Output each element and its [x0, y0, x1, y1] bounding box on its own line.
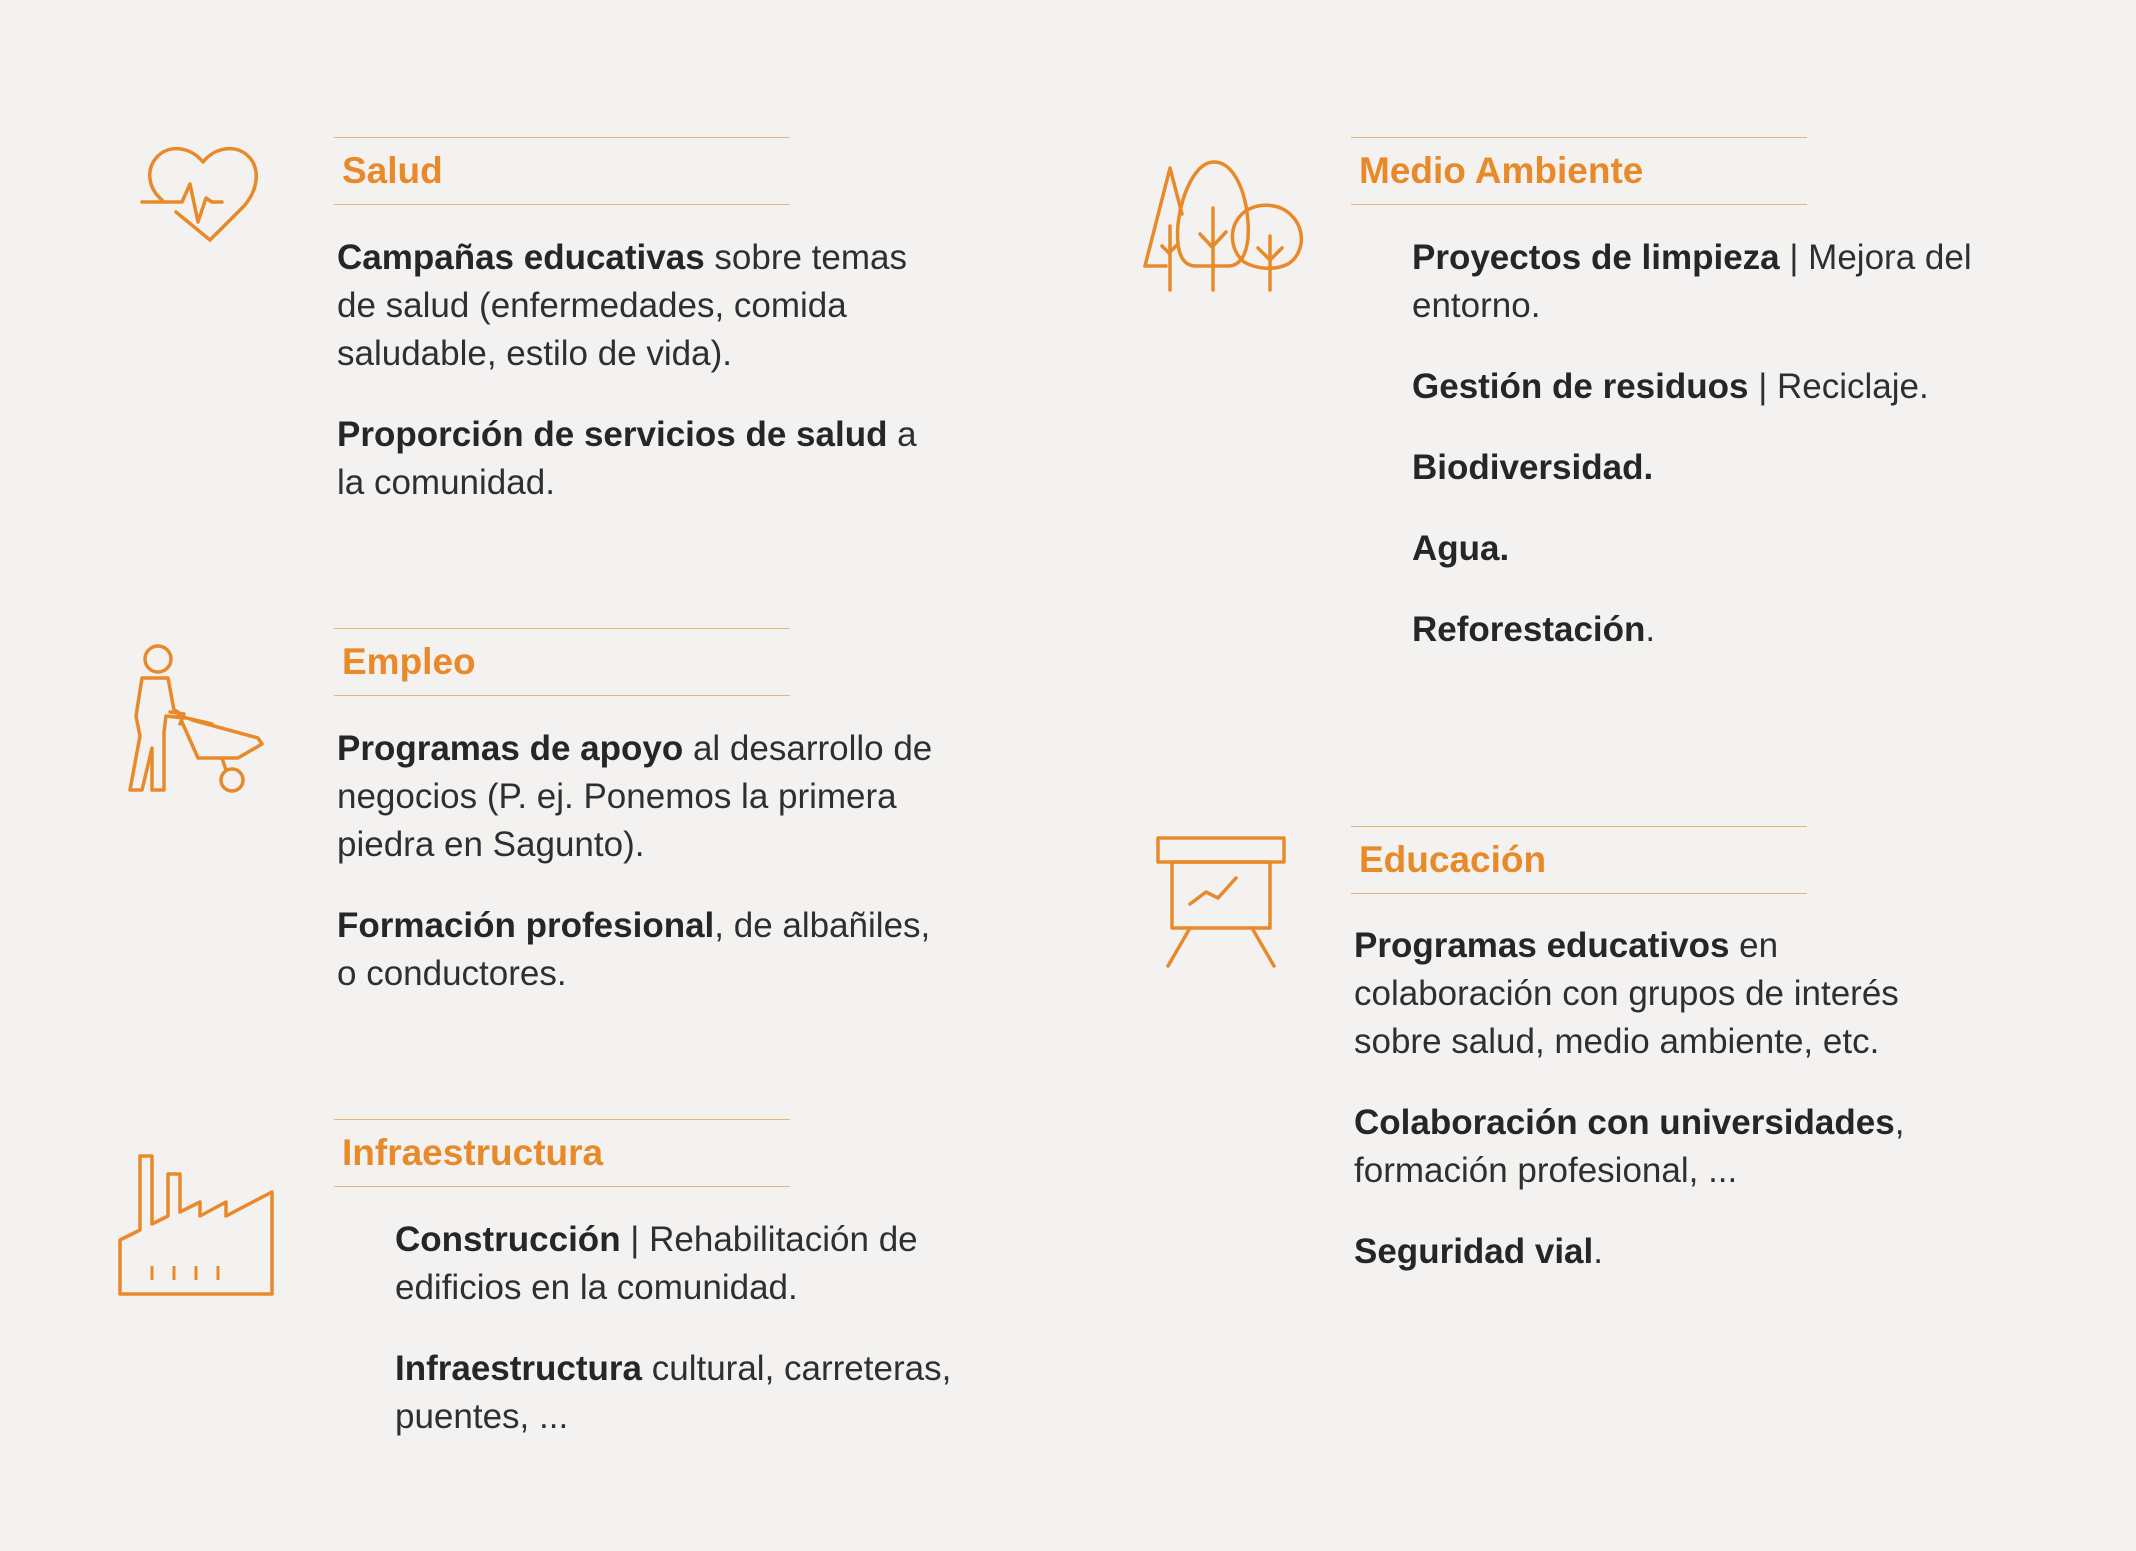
- medio-ambiente-item: Gestión de residuos | Reciclaje.: [1412, 367, 1929, 406]
- educacion-item: Colaboración con universidades, formación profesional, ...: [1354, 1103, 1905, 1190]
- medio-ambiente-body: [1412, 234, 1972, 687]
- infraestructura-item: Construcción | Rehabilitación de edificios en la comunidad.: [395, 1220, 918, 1307]
- salud-header: [334, 137, 790, 205]
- educacion-item: Seguridad vial.: [1354, 1232, 1603, 1271]
- salud-title: Salud: [342, 150, 443, 191]
- empleo-item: Programas de apoyo al desarrollo de negocios (P. ej. Ponemos la primera piedra en Sagunto).: [337, 729, 933, 864]
- factory-icon: [116, 1154, 276, 1298]
- trees-icon: [1142, 158, 1312, 294]
- empleo-header: [334, 628, 790, 696]
- medio-ambiente-item: Proyectos de limpieza | Mejora del entorno.: [1412, 238, 1972, 325]
- educacion-header: [1351, 826, 1807, 894]
- educacion-title: Educación: [1359, 839, 1547, 880]
- medio-ambiente-title: Medio Ambiente: [1359, 150, 1644, 191]
- educacion-body: [1354, 922, 1954, 1309]
- medio-ambiente-item: Agua.: [1412, 529, 1510, 568]
- infraestructura-header: [334, 1119, 790, 1187]
- salud-item: Proporción de servicios de salud a la comunidad.: [337, 415, 917, 502]
- empleo-title: Empleo: [342, 641, 476, 682]
- medio-ambiente-header: [1351, 137, 1807, 205]
- medio-ambiente-item: Reforestación.: [1412, 610, 1656, 649]
- empleo-body: [337, 725, 937, 1031]
- salud-body: [337, 234, 937, 540]
- educacion-item: Programas educativos en colaboración con grupos de interés sobre salud, medio ambiente, etc.: [1354, 926, 1899, 1061]
- worker-wheelbarrow-icon: [112, 640, 270, 800]
- empleo-item: Formación profesional, de albañiles, o conductores.: [337, 906, 931, 993]
- heart-pulse-icon: [138, 140, 278, 252]
- salud-item: Campañas educativas sobre temas de salud (enfermedades, comida saludable, estilo de vida).: [337, 238, 907, 373]
- infraestructura-item: Infraestructura cultural, carreteras, puentes, ...: [395, 1349, 952, 1436]
- infraestructura-body: [395, 1216, 975, 1474]
- medio-ambiente-item: Biodiversidad.: [1412, 448, 1654, 487]
- presentation-board-icon: [1154, 836, 1288, 972]
- infraestructura-title: Infraestructura: [342, 1132, 604, 1173]
